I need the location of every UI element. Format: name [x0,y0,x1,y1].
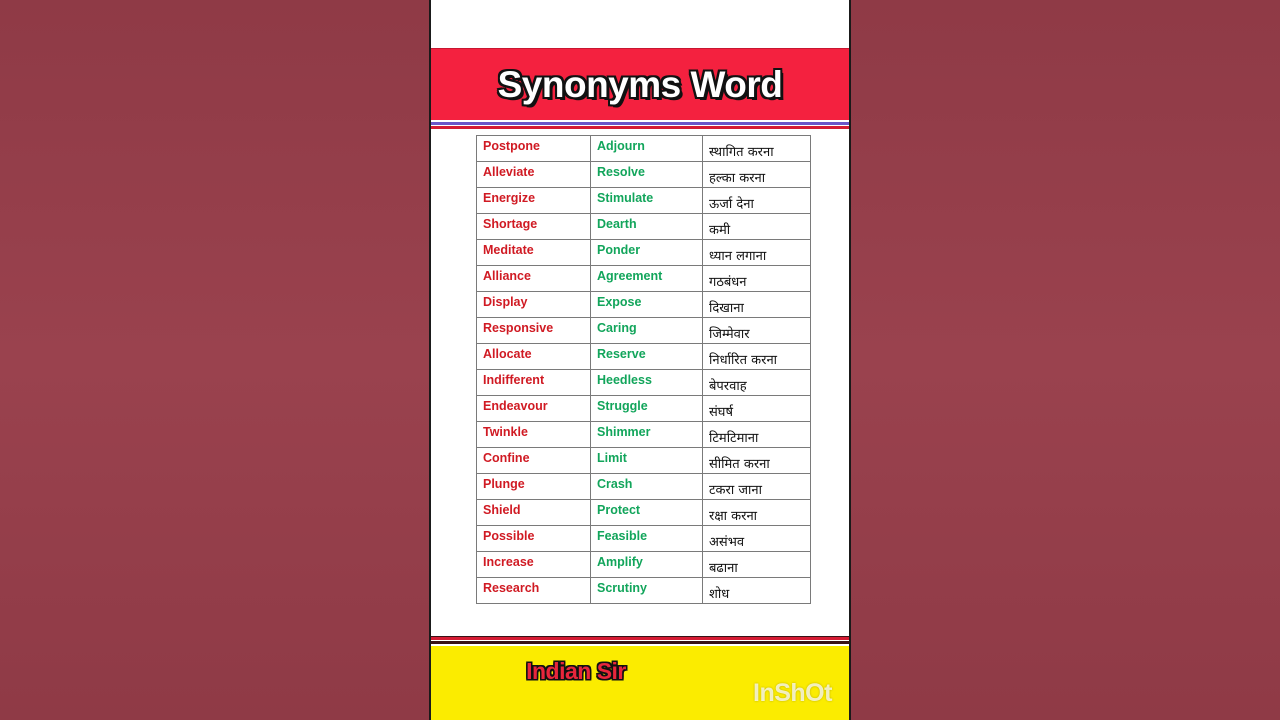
word-cell: Endeavour [477,396,591,422]
word-cell: Display [477,292,591,318]
word-cell: Meditate [477,240,591,266]
synonym-cell: Stimulate [591,188,703,214]
table-row [477,552,811,578]
synonym-cell: Dearth [591,214,703,240]
background-right [850,0,1280,720]
hindi-meaning-cell: टिमटिमाना [703,422,811,448]
table-row [477,318,811,344]
table-row [477,344,811,370]
table-row [477,578,811,604]
synonym-cell: Adjourn [591,136,703,162]
word-cell: Twinkle [477,422,591,448]
synonyms-table-body [477,136,811,604]
table-row [477,370,811,396]
word-cell: Shield [477,500,591,526]
word-cell: Alliance [477,266,591,292]
word-cell: Postpone [477,136,591,162]
author-name: Indian Sir [526,658,626,684]
hindi-meaning-cell: ऊर्जा देना [703,188,811,214]
table-row [477,500,811,526]
app-watermark: InShOt [753,679,832,707]
hindi-meaning-cell: सीमित करना [703,448,811,474]
top-divider [431,120,849,130]
synonym-cell: Ponder [591,240,703,266]
hindi-meaning-cell: कमी [703,214,811,240]
hindi-meaning-cell: रक्षा करना [703,500,811,526]
table-row [477,188,811,214]
table-row [477,136,811,162]
synonym-cell: Resolve [591,162,703,188]
table-row [477,266,811,292]
table-row [477,422,811,448]
synonym-cell: Limit [591,448,703,474]
video-frame [429,0,851,720]
hindi-meaning-cell: दिखाना [703,292,811,318]
synonym-cell: Shimmer [591,422,703,448]
table-row [477,214,811,240]
table-row [477,474,811,500]
synonym-cell: Crash [591,474,703,500]
word-cell: Alleviate [477,162,591,188]
word-cell: Possible [477,526,591,552]
table-row [477,526,811,552]
word-cell: Energize [477,188,591,214]
hindi-meaning-cell: ध्यान लगाना [703,240,811,266]
background-left [0,0,430,720]
synonym-cell: Heedless [591,370,703,396]
hindi-meaning-cell: असंभव [703,526,811,552]
word-cell: Responsive [477,318,591,344]
hindi-meaning-cell: जिम्मेवार [703,318,811,344]
word-cell: Plunge [477,474,591,500]
synonym-cell: Caring [591,318,703,344]
table-row [477,240,811,266]
page-title: Synonyms Word [497,64,783,105]
word-cell: Indifferent [477,370,591,396]
synonym-cell: Feasible [591,526,703,552]
synonym-cell: Agreement [591,266,703,292]
hindi-meaning-cell: हल्का करना [703,162,811,188]
table-row [477,448,811,474]
word-cell: Allocate [477,344,591,370]
word-cell: Confine [477,448,591,474]
bottom-divider [431,636,849,646]
synonyms-table [476,135,811,604]
synonym-cell: Struggle [591,396,703,422]
word-cell: Increase [477,552,591,578]
hindi-meaning-cell: निर्धारित करना [703,344,811,370]
table-row [477,396,811,422]
synonym-cell: Amplify [591,552,703,578]
synonym-cell: Scrutiny [591,578,703,604]
word-cell: Research [477,578,591,604]
hindi-meaning-cell: शोध [703,578,811,604]
hindi-meaning-cell: बढाना [703,552,811,578]
synonym-cell: Protect [591,500,703,526]
table-row [477,162,811,188]
title-banner [431,48,849,121]
hindi-meaning-cell: बेपरवाह [703,370,811,396]
hindi-meaning-cell: संघर्ष [703,396,811,422]
table-row [477,292,811,318]
word-cell: Shortage [477,214,591,240]
hindi-meaning-cell: स्थागित करना [703,136,811,162]
hindi-meaning-cell: टकरा जाना [703,474,811,500]
synonym-cell: Expose [591,292,703,318]
hindi-meaning-cell: गठबंधन [703,266,811,292]
synonym-cell: Reserve [591,344,703,370]
